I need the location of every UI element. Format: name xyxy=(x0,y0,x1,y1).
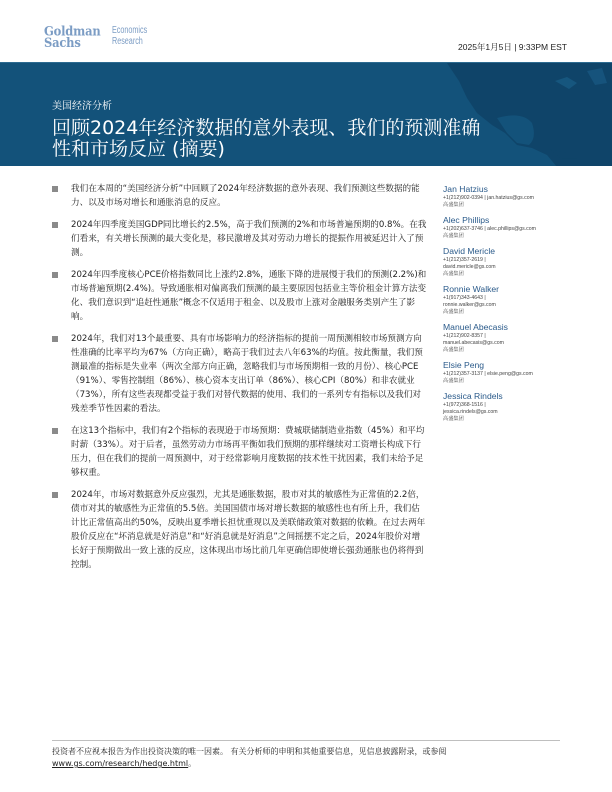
author-card xyxy=(443,391,608,423)
bullet-item xyxy=(52,268,428,324)
bullet-text: 2024年，我们对13个最重要、具有市场影响力的经济指标的提前一周预测相较市场预测方向性准确的比率平均为67%（方向正确），略高于我们过去八年63%的均值。按此衡量，我们预测最准的指标是失业率（两次全部方向正确，忽略我们与市场预期相一致的月份）、核心PCE（91%）、零售控制组（86%）、核心资本支出订单（86%）、核心CPI（80%）和非农就业（73%），所有这些表现都受益于我们对替代数据的使用、我们的一系列专有指标以及我们对残差季节性因素的看法。 xyxy=(71,334,423,414)
author-name[interactable]: David Mericle xyxy=(443,246,496,256)
square-bullet-icon xyxy=(52,222,58,228)
author-card xyxy=(443,246,608,278)
square-bullet-icon xyxy=(52,492,58,498)
author-contact: +1(212)902-0394 | jan.hatzius@gs.com xyxy=(443,195,534,201)
logo-line-2: Sachs xyxy=(44,34,81,51)
report-title: 回顾2024年经济数据的意外表现、我们的预测准确性和市场反应 (摘要) xyxy=(52,117,481,160)
disclosure-footer xyxy=(52,746,572,770)
author-firm: 高盛集团 xyxy=(443,271,464,277)
author-name[interactable]: Elsie Peng xyxy=(443,360,485,370)
author-card xyxy=(443,284,608,316)
disclosure-text: 投资者不应视本报告为作出投资决策的唯一因素。 有关分析师的申明和其他重要信息，见信息披露附录，或参阅 xyxy=(52,747,447,756)
author-firm: 高盛集团 xyxy=(443,202,464,208)
bullet-item xyxy=(52,488,428,572)
logo-wordmark xyxy=(44,22,101,51)
summary-bullets xyxy=(52,182,428,580)
footer-divider xyxy=(52,740,560,741)
author-contact: +1(972)368-1516 | xyxy=(443,402,486,408)
author-firm: 高盛集团 xyxy=(443,233,464,239)
author-contact: +1(917)343-4643 | xyxy=(443,295,486,301)
publish-datetime: 2025年1月5日 | 9:33PM EST xyxy=(458,42,567,52)
author-name[interactable]: Manuel Abecasis xyxy=(443,322,508,332)
bullet-text: 2024年四季度美国GDP同比增长约2.5%，高于我们预测的2%和市场普遍预期的0.8%。在我们看来，有关增长预测的最大变化是，移民激增及其对劳动力增长的提振作用被延迟计入了预测。 xyxy=(71,220,427,258)
page-header xyxy=(0,0,612,62)
author-name[interactable]: Alec Phillips xyxy=(443,215,490,225)
author-contact: +1(212)357-2619 | xyxy=(443,257,486,263)
disclosure-link[interactable]: www.gs.com/research/hedge.html xyxy=(52,759,189,768)
author-email[interactable]: manuel.abecasis@gs.com xyxy=(443,340,504,346)
bullet-item xyxy=(52,424,428,480)
disclosure-suffix: 。 xyxy=(188,759,197,768)
author-list xyxy=(443,184,608,429)
bullet-item xyxy=(52,182,428,210)
square-bullet-icon xyxy=(52,186,58,192)
square-bullet-icon xyxy=(52,336,58,342)
bullet-item xyxy=(52,332,428,416)
author-contact: +1(202)637-3746 | alec.phillips@gs.com xyxy=(443,226,536,232)
bullet-text: 在这13个指标中，我们有2个指标的表现逊于市场预期：费城联储制造业指数（45%）和平均时薪（33%）。对于后者，虽然劳动力市场再平衡如我们预期的那样继续对工资增长构成下行压力，但在我们的提前一周预测中，对于经常影响月度数据的技术性干扰因素，我们未给予足够权重。 xyxy=(71,426,425,478)
logo-line-1: Goldman xyxy=(44,22,101,39)
author-card xyxy=(443,360,608,385)
goldman-sachs-logo xyxy=(44,22,161,51)
author-firm: 高盛集团 xyxy=(443,347,464,353)
author-card xyxy=(443,215,608,240)
author-email[interactable]: ronnie.walker@gs.com xyxy=(443,302,496,308)
author-firm: 高盛集团 xyxy=(443,378,464,384)
bullet-text: 2024年，市场对数据意外反应强烈，尤其是通胀数据，股市对其的敏感性为正常值的2.2倍，债市对其的敏感性为正常值的5.5倍。美国国债市场对增长数据的敏感性也有所上升，我们估计比正常值高出约50%，反映出夏季增长担忧重现以及美联储政策对数据的依赖。在过去两年股价反应在“坏消息就是好消息”和“好消息就是好消息”之间摇摆不定之后，2024年股价对增长好于预期做出一致上涨的反应，这体现出市场比前几年更确信即使增长强劲通胀也仍将得到控制。 xyxy=(71,490,426,570)
author-name[interactable]: Ronnie Walker xyxy=(443,284,500,294)
author-contact: +1(212)902-8357 | xyxy=(443,333,486,339)
author-name[interactable]: Jan Hatzius xyxy=(443,184,488,194)
title-banner xyxy=(0,62,612,166)
division-line-2: Research xyxy=(112,36,144,47)
author-name[interactable]: Jessica Rindels xyxy=(443,391,503,401)
author-contact: +1(212)357-3137 | elsie.peng@gs.com xyxy=(443,371,533,377)
author-email[interactable]: jessica.rindels@gs.com xyxy=(443,409,498,415)
author-card xyxy=(443,184,608,209)
author-email[interactable]: david.mericle@gs.com xyxy=(443,264,496,270)
division-name xyxy=(112,25,147,47)
series-label: 美国经济分析 xyxy=(52,101,112,112)
bullet-text: 2024年四季度核心PCE价格指数同比上涨约2.8%，通胀下降的进展慢于我们的预测(2.2%)和市场普遍预期(2.4%)。导致通胀相对偏离我们预测的最主要原因包括业主等价租金计算方法变化、我们意识到“追赶性通胀”概念不仅适用于租金、以及股市上涨对金融服务类别产生了影响。 xyxy=(71,270,427,322)
division-line-1: Economics xyxy=(112,25,148,36)
square-bullet-icon xyxy=(52,428,58,434)
author-firm: 高盛集团 xyxy=(443,309,464,315)
bullet-text: 我们在本周的“美国经济分析”中回顾了2024年经济数据的意外表现、我们预测这些数据的能力、以及市场对增长和通胀消息的反应。 xyxy=(71,184,420,208)
author-firm: 高盛集团 xyxy=(443,416,464,422)
bullet-item xyxy=(52,218,428,260)
square-bullet-icon xyxy=(52,272,58,278)
author-card xyxy=(443,322,608,354)
